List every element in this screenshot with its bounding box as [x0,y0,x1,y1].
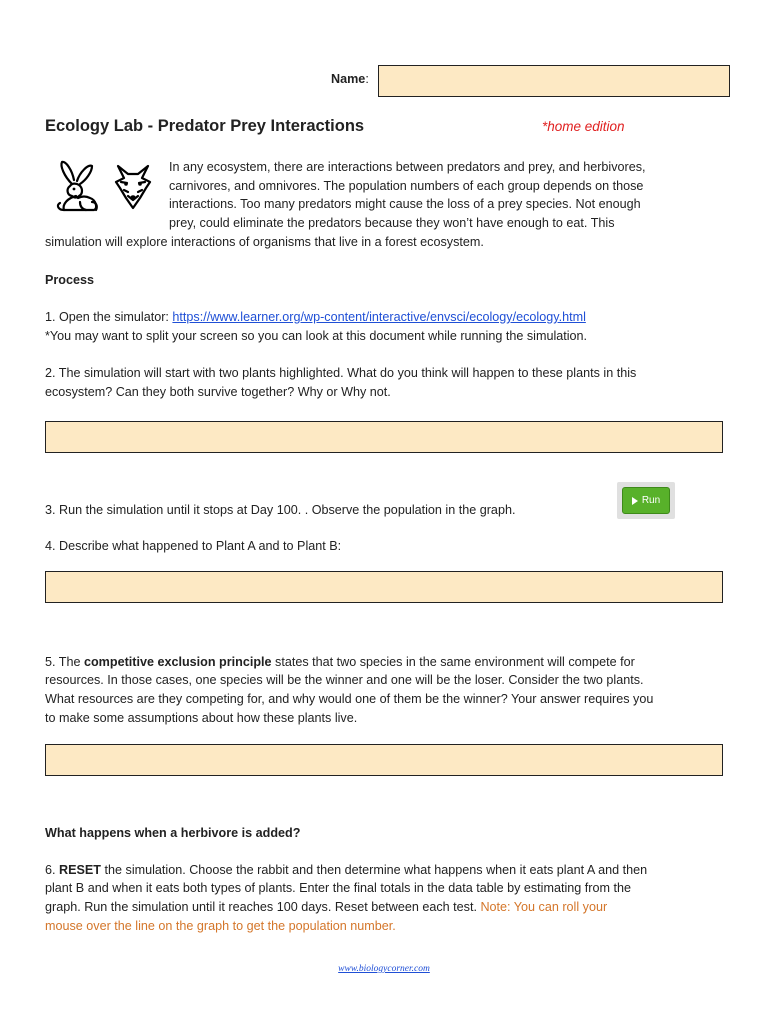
run-label: Run [641,495,661,506]
page-title: Ecology Lab - Predator Prey Interactions [45,117,365,135]
run-button [622,487,670,514]
step4-answer-box[interactable] [45,571,723,603]
step5-line-3: What resources are they competing for, and why would one of them be the winner? Your answer requires you [45,692,654,706]
step5-line-2: resources. In those cases, one species will be the winner and one will be the loser. Consider the two plants. [45,673,644,687]
rabbit-icon [50,158,108,216]
intro-line-3: interactions. Too many predators might cause the loss of a prey species. Not enough [169,197,641,211]
name-label: Name: [331,72,369,86]
step1-text [45,308,586,327]
step1-note: *You may want to split your screen so you can look at this document while running the simulation. [45,329,588,343]
step2-answer-box[interactable] [45,421,723,453]
play-icon [632,497,638,505]
step1-prefix: 1. Open the simulator: [45,310,173,324]
step6-line-2: plant B and when it eats both types of plants. Enter the final totals in the data table by estimating from the [45,881,631,895]
competitive-exclusion-term: competitive exclusion principle [83,655,272,669]
step3-text: 3. Run the simulation until it stops at Day 100. . Observe the population in the graph. [45,503,516,517]
reset-term: RESET [59,863,102,877]
step6-line-1: 6. RESET the simulation. Choose the rabbit and then determine what happens when it eats plant A and then [45,863,648,877]
run-button-image [617,482,675,519]
step6-line-3: graph. Run the simulation until it reaches 100 days. Reset between each test. Note: You can roll your [45,900,608,914]
step5-line-4: to make some assumptions about how these plants live. [45,711,358,725]
step2-line-2: ecosystem? Can they both survive together? Why or Why not. [45,385,391,399]
footer [0,964,768,974]
wolf-icon [110,162,156,212]
step5-answer-box[interactable] [45,744,723,776]
herbivore-heading: What happens when a herbivore is added? [45,826,301,840]
intro-line-5: simulation will explore interactions of organisms that live in a forest ecosystem. [45,235,484,249]
process-heading: Process [45,273,95,287]
simulator-link[interactable]: https://www.learner.org/wp-content/interactive/envsci/ecology/ecology.html [172,310,586,324]
intro-line-4: prey, could eliminate the predators because they won’t have enough to eat. This [169,216,615,230]
step4-text: 4. Describe what happened to Plant A and to Plant B: [45,539,342,553]
footer-link[interactable]: www.biologycorner.com [338,964,430,974]
intro-line-2: carnivores, and omnivores. The population numbers of each group depends on those [169,179,644,193]
edition-note: *home edition [542,119,625,134]
intro-line-1: In any ecosystem, there are interactions between predators and prey, and herbivores, [169,160,646,174]
rollover-note: Note: You can roll your [480,900,608,914]
step2-line-1: 2. The simulation will start with two plants highlighted. What do you think will happen to these plants in this [45,366,637,380]
step6-line-4: mouse over the line on the graph to get the population number. [45,919,396,933]
step5-line-1: 5. The competitive exclusion principle states that two species in the same environment will compete for [45,655,635,669]
name-field[interactable] [378,65,730,97]
